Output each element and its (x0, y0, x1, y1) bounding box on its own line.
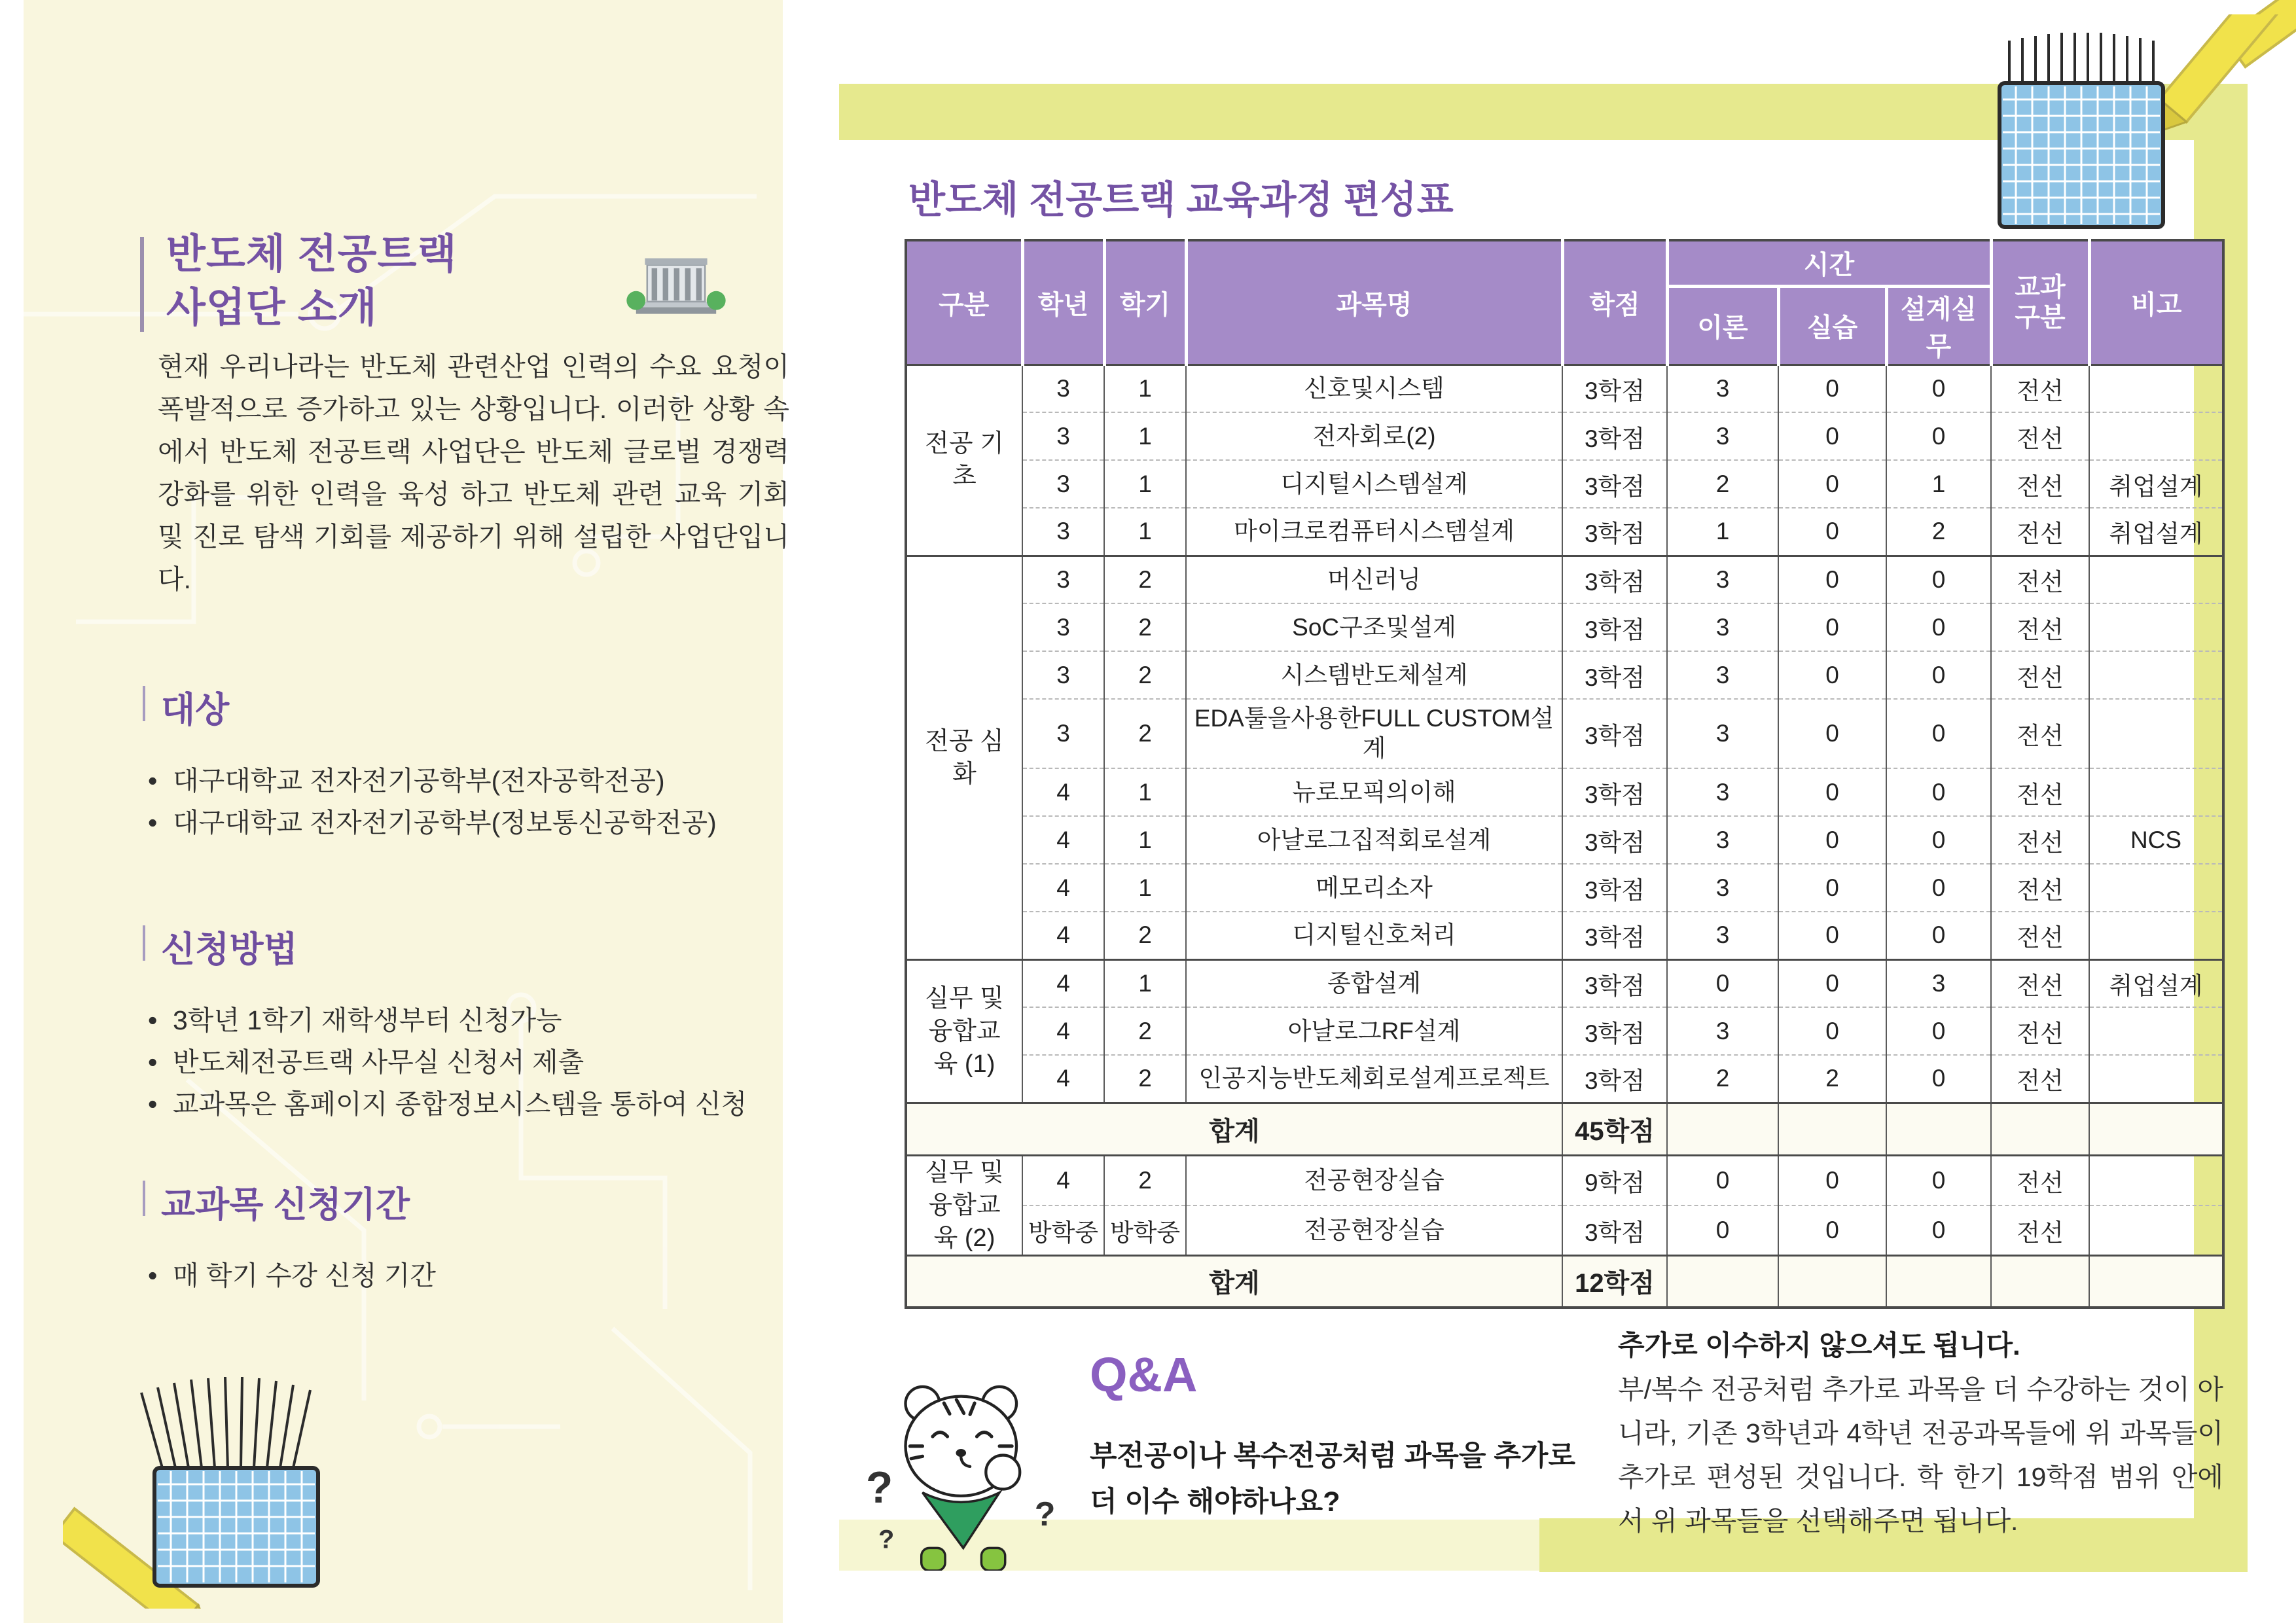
list-item: • 대구대학교 전자전기공학부(전자공학전공) (143, 760, 717, 802)
cell-design: 0 (1886, 912, 1991, 959)
cell-credits: 3학점 (1562, 912, 1667, 959)
cell-category: 전선 (1991, 1007, 2089, 1055)
table-row (906, 556, 2223, 603)
cell-note (2089, 365, 2223, 412)
cell-note (2089, 556, 2223, 603)
cell-sem: 1 (1104, 412, 1186, 460)
cell-year: 3 (1022, 699, 1104, 768)
cell-design: 0 (1886, 365, 1991, 412)
cell-practice: 0 (1778, 816, 1886, 864)
table-row (906, 412, 2223, 460)
col-header-practice: 실습 (1778, 286, 1886, 365)
col-header-subject: 과목명 (1186, 240, 1562, 365)
section-apply-method (143, 921, 747, 1125)
cell-subject: 뉴로모픽의이해 (1186, 768, 1562, 816)
cell-design: 0 (1886, 699, 1991, 768)
cell-empty (1778, 1255, 1886, 1308)
section-apply-period-list (143, 1255, 436, 1296)
qa-question-line1: 부전공이나 복수전공처럼 과목을 추가로 (1090, 1440, 1575, 1472)
cell-year: 3 (1022, 651, 1104, 699)
qa-heading: Q&A (1090, 1347, 1198, 1402)
cell-theory: 3 (1667, 365, 1778, 412)
cell-credits: 3학점 (1562, 816, 1667, 864)
section-target-list (143, 760, 717, 844)
cell-design: 2 (1886, 508, 1991, 556)
table-row (906, 699, 2223, 768)
intro-paragraph: 현재 우리나라는 반도체 관련산업 인력의 수요 요청이 폭발적으로 증가하고 있는 상황입니다. 이러한 상황 속에서 반도체 전공트랙 사업단은 반도체 글로벌 경쟁력 강화를 위한 인력을 육성 하고 반도체 관련 교육 기회 및 진로 탐색 기회를 제공하기 위해 설립한 사업단입니다. (158, 351, 789, 594)
table-row (906, 912, 2223, 959)
cell-practice: 0 (1778, 651, 1886, 699)
list-item: • 교과목은 홈페이지 종합정보시스템을 통하여 신청 (143, 1083, 747, 1125)
cell-practice: 0 (1778, 412, 1886, 460)
cell-year: 4 (1022, 959, 1104, 1007)
table-row (906, 959, 2223, 1007)
cell-category: 전선 (1991, 412, 2089, 460)
qa-question-line2: 더 이수 해야하나요? (1090, 1486, 1340, 1518)
cell-note: 취업설계 (2089, 508, 2223, 556)
col-header-note: 비고 (2089, 240, 2223, 365)
cell-sem: 1 (1104, 768, 1186, 816)
cell-theory: 3 (1667, 768, 1778, 816)
cell-sem: 1 (1104, 816, 1186, 864)
table-row (906, 603, 2223, 651)
header-row-1 (906, 240, 2223, 286)
table-row (906, 1007, 2223, 1055)
cell-subject: 머신러닝 (1186, 556, 1562, 603)
cell-category: 전선 (1991, 1155, 2089, 1205)
cell-category: 전선 (1991, 699, 2089, 768)
cell-category: 전선 (1991, 460, 2089, 508)
table-row (906, 864, 2223, 912)
cell-sem: 1 (1104, 959, 1186, 1007)
cell-practice: 0 (1778, 768, 1886, 816)
cell-empty (2089, 1255, 2223, 1308)
cell-category: 전선 (1991, 508, 2089, 556)
cell-sem: 1 (1104, 508, 1186, 556)
cell-subject: 인공지능반도체회로설계프로젝트 (1186, 1055, 1562, 1103)
cell-year: 4 (1022, 1007, 1104, 1055)
cell-theory: 1 (1667, 508, 1778, 556)
qa-question (1090, 1433, 1575, 1525)
cell-design: 0 (1886, 816, 1991, 864)
cell-design: 3 (1886, 959, 1991, 1007)
cell-year: 4 (1022, 816, 1104, 864)
cell-theory: 3 (1667, 816, 1778, 864)
cell-design: 0 (1886, 1205, 1991, 1256)
cell-sem: 2 (1104, 651, 1186, 699)
col-header-category-line2: 구분 (2015, 303, 2066, 332)
cell-year: 3 (1022, 603, 1104, 651)
cell-category: 전선 (1991, 651, 2089, 699)
cell-year: 4 (1022, 864, 1104, 912)
cell-sem: 2 (1104, 1007, 1186, 1055)
cell-theory: 3 (1667, 556, 1778, 603)
cell-note (2089, 864, 2223, 912)
cell-practice: 0 (1778, 603, 1886, 651)
section-apply-method-list (143, 999, 747, 1125)
cell-sem: 2 (1104, 556, 1186, 603)
cell-note (2089, 603, 2223, 651)
cell-design: 0 (1886, 864, 1991, 912)
cell-note (2089, 1155, 2223, 1205)
cell-sem: 1 (1104, 460, 1186, 508)
section-apply-period-heading: 교과목 신청기간 (143, 1177, 436, 1227)
col-header-category-line1: 교과 (2015, 273, 2066, 302)
cell-subject: 전자회로(2) (1186, 412, 1562, 460)
cell-year: 4 (1022, 912, 1104, 959)
cell-category: 전선 (1991, 864, 2089, 912)
table-row (906, 816, 2223, 864)
list-item: • 대구대학교 전자전기공학부(정보통신공학전공) (143, 802, 717, 844)
cell-credits: 3학점 (1562, 603, 1667, 651)
cell-note (2089, 651, 2223, 699)
cell-category: 전선 (1991, 556, 2089, 603)
cell-empty (1667, 1255, 1778, 1308)
section-target (143, 682, 717, 844)
group-label: 전공 기초 (906, 365, 1022, 556)
cell-sem: 방학중 (1104, 1205, 1186, 1256)
cell-practice: 0 (1778, 912, 1886, 959)
cell-theory: 2 (1667, 460, 1778, 508)
cell-credits: 3학점 (1562, 959, 1667, 1007)
cell-note: 취업설계 (2089, 959, 2223, 1007)
cell-design: 0 (1886, 556, 1991, 603)
cell-practice: 0 (1778, 365, 1886, 412)
cell-subject: 디지털신호처리 (1186, 912, 1562, 959)
cell-category: 전선 (1991, 1055, 2089, 1103)
cell-theory: 3 (1667, 603, 1778, 651)
cell-year: 3 (1022, 508, 1104, 556)
cell-subject: 디지털시스템설계 (1186, 460, 1562, 508)
cell-practice: 2 (1778, 1055, 1886, 1103)
cell-empty (2089, 1103, 2223, 1155)
group-label: 실무 및 융합교육 (1) (906, 959, 1022, 1103)
cell-sem: 2 (1104, 1055, 1186, 1103)
cell-note (2089, 1055, 2223, 1103)
cell-theory: 3 (1667, 864, 1778, 912)
cell-credits: 3학점 (1562, 412, 1667, 460)
cell-year: 3 (1022, 556, 1104, 603)
cell-subject: 신호및시스템 (1186, 365, 1562, 412)
total-row (906, 1103, 2223, 1155)
qa-answer-body: 부/복수 전공처럼 추가로 과목을 더 수강하는 것이 아니라, 기존 3학년과 4학년 전공과목들에 위 과목들이 추가로 편성된 것입니다. 학 한기 19학점 범위 안에서 위 과목들을 선택해주면 됩니다. (1618, 1374, 2223, 1536)
cell-note (2089, 412, 2223, 460)
cell-design: 0 (1886, 412, 1991, 460)
left-panel-title (166, 228, 457, 335)
col-header-theory: 이론 (1667, 286, 1778, 365)
cell-note (2089, 1205, 2223, 1256)
cell-year: 4 (1022, 1055, 1104, 1103)
table-row (906, 508, 2223, 556)
total-row (906, 1255, 2223, 1308)
cell-practice: 0 (1778, 1007, 1886, 1055)
list-item: • 3학년 1학기 재학생부터 신청가능 (143, 999, 747, 1041)
cell-design: 0 (1886, 1007, 1991, 1055)
cell-category: 전선 (1991, 1205, 2089, 1256)
table-row (906, 651, 2223, 699)
table-row (906, 768, 2223, 816)
table-row (906, 1055, 2223, 1103)
cell-empty (1991, 1255, 2089, 1308)
group-label: 전공 심화 (906, 556, 1022, 959)
cell-year: 3 (1022, 460, 1104, 508)
left-panel-title-line2: 사업단 소개 (166, 285, 378, 330)
cell-credits: 3학점 (1562, 508, 1667, 556)
cell-subject: 아날로그RF설계 (1186, 1007, 1562, 1055)
cell-note: NCS (2089, 816, 2223, 864)
cell-design: 0 (1886, 1155, 1991, 1205)
cell-subject: 시스템반도체설계 (1186, 651, 1562, 699)
cell-sem: 2 (1104, 699, 1186, 768)
cell-year: 3 (1022, 365, 1104, 412)
cell-note (2089, 768, 2223, 816)
col-header-time: 시간 (1667, 240, 1991, 286)
group-label: 실무 및 융합교육 (2) (906, 1155, 1022, 1255)
cell-year: 방학중 (1022, 1205, 1104, 1256)
qa-answer-bold: 추가로 이수하지 않으셔도 됩니다. (1618, 1330, 2020, 1361)
cell-credits: 3학점 (1562, 864, 1667, 912)
total-label: 합계 (906, 1255, 1562, 1308)
col-header-year: 학년 (1022, 240, 1104, 365)
col-header-sem: 학기 (1104, 240, 1186, 365)
cell-credits: 3학점 (1562, 768, 1667, 816)
cell-design: 1 (1886, 460, 1991, 508)
total-credits: 12학점 (1562, 1255, 1667, 1308)
tiger-mascot (851, 1361, 1073, 1571)
cell-theory: 0 (1667, 959, 1778, 1007)
total-label: 합계 (906, 1103, 1562, 1155)
cell-practice: 0 (1778, 959, 1886, 1007)
cell-year: 4 (1022, 1155, 1104, 1205)
title-accent-bar (140, 237, 144, 332)
cell-credits: 3학점 (1562, 365, 1667, 412)
cell-sem: 1 (1104, 365, 1186, 412)
curriculum-table (905, 239, 2225, 1309)
left-panel-title-line1: 반도체 전공트랙 (166, 232, 457, 277)
question-mark-decoration: ? (1034, 1494, 1056, 1533)
cell-theory: 3 (1667, 699, 1778, 768)
cell-sem: 1 (1104, 864, 1186, 912)
cell-empty (1886, 1103, 1991, 1155)
cell-subject: 메모리소자 (1186, 864, 1562, 912)
section-apply-method-heading: 신청방법 (143, 921, 747, 972)
cell-note: 취업설계 (2089, 460, 2223, 508)
cell-note (2089, 912, 2223, 959)
cell-practice: 0 (1778, 1205, 1886, 1256)
chip-icon-bottom (63, 1347, 403, 1609)
cell-subject: 아날로그집적회로설계 (1186, 816, 1562, 864)
table-row (906, 1205, 2223, 1256)
cell-note (2089, 1007, 2223, 1055)
cell-empty (1886, 1255, 1991, 1308)
cell-practice: 0 (1778, 556, 1886, 603)
list-item: • 반도체전공트랙 사무실 신청서 제출 (143, 1041, 747, 1083)
qa-answer (1618, 1323, 2223, 1543)
cell-credits: 3학점 (1562, 1055, 1667, 1103)
cell-empty (1667, 1103, 1778, 1155)
cell-sem: 2 (1104, 912, 1186, 959)
cell-empty (1778, 1103, 1886, 1155)
col-header-gubun: 구분 (906, 240, 1022, 365)
cell-subject: 전공현장실습 (1186, 1205, 1562, 1256)
cell-category: 전선 (1991, 768, 2089, 816)
curriculum-table-title: 반도체 전공트랙 교육과정 편성표 (908, 179, 1454, 221)
cell-year: 3 (1022, 412, 1104, 460)
cell-practice: 0 (1778, 508, 1886, 556)
col-header-design: 설계실무 (1886, 286, 1991, 365)
curriculum-table-wrap (905, 239, 2225, 1309)
section-apply-period (143, 1177, 436, 1296)
cell-theory: 3 (1667, 651, 1778, 699)
cell-subject: EDA툴을사용한FULL CUSTOM설계 (1186, 699, 1562, 768)
cell-subject: 마이크로컴퓨터시스템설계 (1186, 508, 1562, 556)
cell-theory: 3 (1667, 912, 1778, 959)
cell-empty (1991, 1103, 2089, 1155)
col-header-credits: 학점 (1562, 240, 1667, 365)
cell-credits: 3학점 (1562, 651, 1667, 699)
cell-note (2089, 699, 2223, 768)
cell-credits: 3학점 (1562, 556, 1667, 603)
cell-category: 전선 (1991, 365, 2089, 412)
cell-credits: 3학점 (1562, 699, 1667, 768)
cell-practice: 0 (1778, 460, 1886, 508)
section-target-heading: 대상 (143, 682, 717, 732)
cell-year: 4 (1022, 768, 1104, 816)
question-mark-decoration: ? (865, 1463, 893, 1513)
cell-credits: 3학점 (1562, 460, 1667, 508)
total-credits: 45학점 (1562, 1103, 1667, 1155)
cell-design: 0 (1886, 603, 1991, 651)
cell-practice: 0 (1778, 699, 1886, 768)
cell-subject: 전공현장실습 (1186, 1155, 1562, 1205)
col-header-category (1991, 240, 2089, 365)
building-icon (620, 243, 732, 322)
cell-credits: 9학점 (1562, 1155, 1667, 1205)
cell-theory: 3 (1667, 412, 1778, 460)
cell-category: 전선 (1991, 959, 2089, 1007)
question-mark-decoration: ? (878, 1525, 895, 1554)
cell-category: 전선 (1991, 912, 2089, 959)
cell-sem: 2 (1104, 1155, 1186, 1205)
cell-design: 0 (1886, 651, 1991, 699)
cell-practice: 0 (1778, 864, 1886, 912)
cell-credits: 3학점 (1562, 1007, 1667, 1055)
table-row (906, 1155, 2223, 1205)
cell-category: 전선 (1991, 816, 2089, 864)
cell-design: 0 (1886, 1055, 1991, 1103)
cell-theory: 0 (1667, 1205, 1778, 1256)
chip-icon-top (1931, 14, 2296, 243)
cell-design: 0 (1886, 768, 1991, 816)
cell-credits: 3학점 (1562, 1205, 1667, 1256)
cell-practice: 0 (1778, 1155, 1886, 1205)
cell-subject: SoC구조및설계 (1186, 603, 1562, 651)
left-panel (24, 0, 789, 1623)
cell-sem: 2 (1104, 603, 1186, 651)
cell-theory: 0 (1667, 1155, 1778, 1205)
list-item: • 매 학기 수강 신청 기간 (143, 1255, 436, 1296)
table-row (906, 365, 2223, 412)
table-row (906, 460, 2223, 508)
cell-category: 전선 (1991, 603, 2089, 651)
cell-subject: 종합설계 (1186, 959, 1562, 1007)
cell-theory: 2 (1667, 1055, 1778, 1103)
cell-theory: 3 (1667, 1007, 1778, 1055)
